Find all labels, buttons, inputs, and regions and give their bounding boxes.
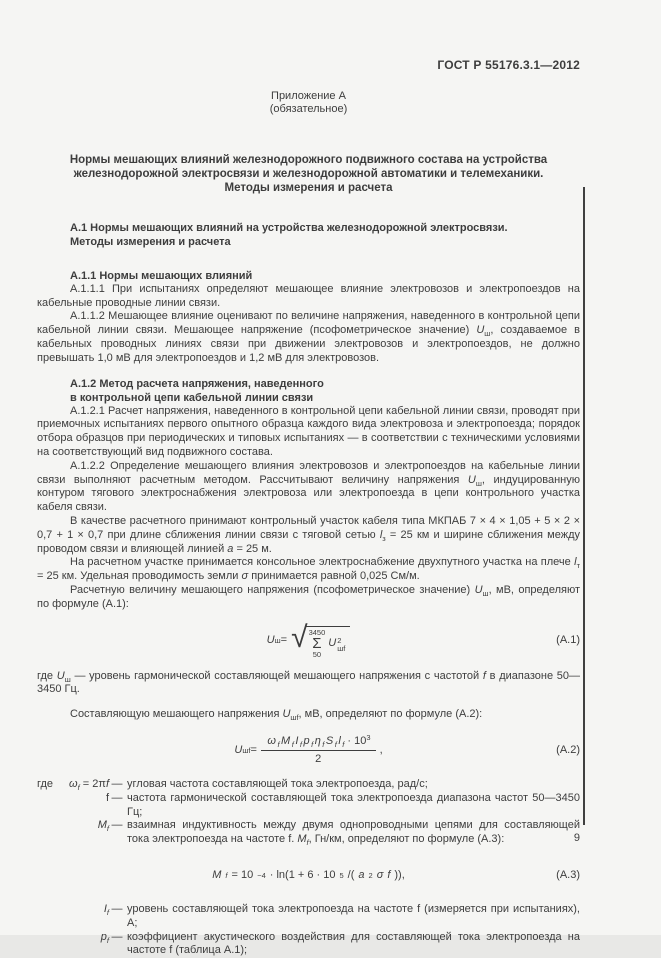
sum-upper-limit: 3450 — [309, 629, 326, 637]
sum-term — [328, 636, 345, 652]
paragraph-a112: А.1.1.2 Мешающее влияние оценивают по величине напряжения, наведенного в контрольной цепи кабельной линии связи. Мешающее напряжение (псофометрическое значение) $U_ш$, создаваемое в кабельных проводных линиях связи при движении электровозов и электропоездов, не должно превышать 1,0 мВ для электропоездов и 1,2 мВ для электровозов. — [37, 310, 580, 365]
sum-expression — [309, 629, 326, 659]
definition-symbol — [37, 792, 109, 820]
definition-dash: — — [109, 931, 125, 958]
symbol-i-f: $I_f$ — [104, 903, 109, 917]
paragraph-cable: В качестве расчетного принимают контрольный участок кабеля типа МКПАБ 7 × 4 × 1,05 + 5 × 2 × 0,7 + 1 × 0,7 при длине сближения линии связи с тяговой сетью $l_з = 25$ км и ширине сближения между проводом связи и влияющей линией а = 25 м. — [37, 515, 580, 556]
under-radical — [306, 626, 351, 659]
paragraph-a122: А.1.2.2 Определение мешающего влияния электровозов и электропоездов на кабельные линии связи выполняют расчетным методом. Рассчитывают величину напряжения $U_ш$, индуцированную контуром тягового электроснабжения электровоза или электропоезда в цепи контрольного участка кабеля связи. — [37, 460, 580, 515]
title-line: железнодорожной электросвязи и железнодорожной автоматики и телемеханики. — [37, 167, 580, 181]
sum-term-base: U — [328, 637, 336, 651]
formula-a1 — [37, 624, 580, 659]
definition-symbol — [37, 903, 109, 931]
paragraph-a121: А.1.2.1 Расчет напряжения, наведенного в контрольной цепи кабельной линии связи, проводят при приемочных испытаниях первого опытного образца каждого вида электровоза и электропоезда; порядок отбора образцов при периодических и типовых испытаниях — в соответствии с техническими условиями на соответствующий вид подвижного состава. — [37, 405, 580, 460]
formula-a1-lhs: U ш = — [267, 634, 287, 648]
heading-line: А.1 Нормы мешающих влияний на устройства железнодорожной электросвязи. — [70, 221, 580, 235]
definition-text: взаимная индуктивность между двумя однопроводными цепями для составляющей тока электропоезда на частоте f. $M_f$, Гн/км, определяют по формуле (А.3): — [125, 819, 580, 847]
title-line: Методы измерения и расчета — [37, 181, 580, 195]
where-clause-a1: где $U_ш$ — уровень гармонической составляющей мешающего напряжения с частотой f в диапазоне 50—3450 Гц. — [37, 670, 580, 698]
definition-dash: — — [109, 819, 125, 847]
fraction — [261, 735, 376, 768]
definition-text: уровень составляющей тока электропоезда на частоте f (измеряется при испытаниях), А; — [125, 903, 580, 931]
appendix-label: Приложение А — [37, 90, 580, 103]
definition-symbol — [37, 778, 109, 792]
appendix-note: (обязательное) — [37, 103, 580, 116]
heading-line: Методы измерения и расчета — [70, 235, 580, 249]
definition-text: частота гармонической составляющей тока электропоезда диапазона частот 50—3450 Гц; — [125, 792, 580, 820]
paragraph-a111: А.1.1.1 При испытаниях определяют мешающее влияние электровозов и электропоездов на кабельные проводные линии связи. — [37, 283, 580, 311]
page-content — [37, 0, 580, 958]
formula-a1-label: (А.1) — [556, 634, 580, 648]
formula-a3-label: (А.3) — [556, 869, 580, 883]
sum-term-exponent: 2 — [337, 637, 341, 645]
definition-text: угловая частота составляющей тока электропоезда, рад/с; — [125, 778, 580, 792]
paragraph-feeder: На расчетном участке принимается консольное электроснабжение двухпутного участка на плече $l_т = 25$ км. Удельная проводимость земли σ принимается равной 0,025 См/м. — [37, 556, 580, 584]
formula-a2 — [37, 734, 580, 768]
fraction-denominator: 2 — [315, 751, 321, 767]
sum-lower-limit: 50 — [313, 651, 321, 659]
symbol-omega-f: $\omega_f = 2\pi f$ — [69, 778, 109, 792]
paragraph-component: Составляющую мешающего напряжения $U_{шf}$, мВ, определяют по формуле (А.2): — [37, 708, 580, 722]
symbol-p-f: $p_f$ — [101, 931, 109, 945]
document-title — [37, 153, 580, 195]
fraction-numerator: ω $_f$ M $_f$ I $_f$ p $_f$ η $_f$ S $_f$ l $_f \cdot 10^3$ — [261, 735, 376, 752]
heading-a1 — [70, 221, 580, 249]
definition-symbol — [37, 931, 109, 958]
title-line: Нормы мешающих влияний железнодорожного подвижного состава на устройства — [37, 153, 580, 167]
formula-a2-lhs: U шf = — [234, 744, 257, 758]
heading-a11 — [70, 269, 580, 283]
symbol-f: f — [106, 792, 109, 806]
formula-a2-label: (А.2) — [556, 744, 580, 758]
definition-dash: — — [109, 792, 125, 820]
sum-term-subscript: шf — [337, 645, 345, 653]
sigma-symbol: Σ — [312, 637, 321, 651]
definition-text: коэффициент акустического воздействия для составляющей тока электропоезда на частоте f (таблица А.1); — [125, 931, 580, 958]
symbol-m-f: $M_f$ — [98, 819, 109, 833]
paragraph-value: Расчетную величину мешающего напряжения (псофометрическое значение) $U_ш$, мВ, определяют по формуле (А.1): — [37, 584, 580, 612]
sqrt-symbol: √ — [291, 623, 307, 653]
heading-line: А.1.2 Метод расчета напряжения, наведенного — [70, 377, 580, 391]
where-word: где — [37, 778, 53, 792]
change-bar — [583, 187, 585, 825]
definition-dash: — — [109, 903, 125, 931]
formula-a2-trailing-comma: , — [380, 744, 383, 758]
doc-number: ГОСТ Р 55176.3.1—2012 — [37, 0, 580, 73]
formula-a3-body: M f = 10 −4 · ln(1 + 6 · 10 5 /( a 2 σ f )), — [37, 859, 580, 893]
appendix-block — [37, 90, 580, 116]
sum-term-scripts — [337, 637, 345, 653]
sqrt-expression — [291, 624, 350, 659]
formula-a1-body — [37, 624, 580, 659]
heading-line: А.1.1 Нормы мешающих влияний — [70, 269, 580, 283]
formula-a2-body — [37, 734, 580, 768]
heading-a12 — [70, 377, 580, 405]
formula-a3 — [37, 859, 580, 893]
heading-line: в контрольной цепи кабельной линии связи — [70, 391, 580, 405]
definition-dash: — — [109, 778, 125, 792]
page-number: 9 — [37, 832, 580, 846]
definition-list-a3 — [37, 903, 580, 958]
